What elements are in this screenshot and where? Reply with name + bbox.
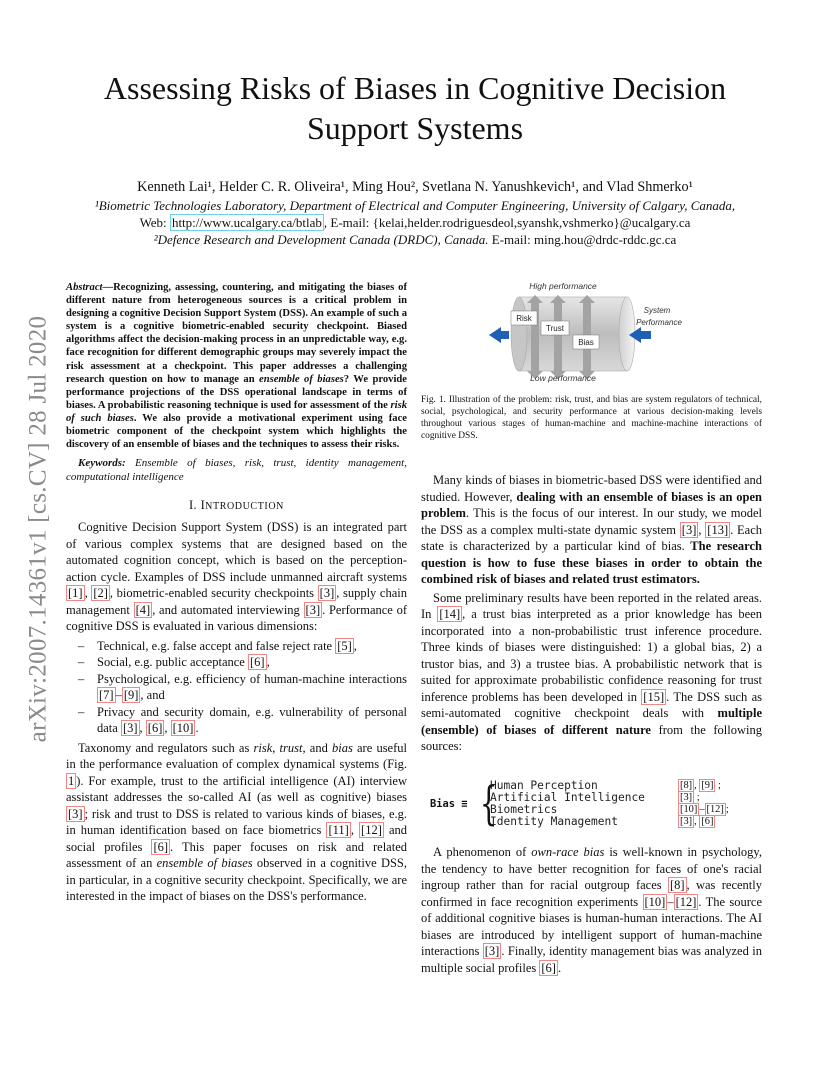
abstract-text: . We also provide a motivational experiment using face biometric component of the checkpoint system which highlights the discovery of an ensemble of biases and the techniques to assess their risks. xyxy=(66,412,407,451)
emphasis: trust xyxy=(279,740,303,755)
citation-link[interactable]: [5] xyxy=(337,638,352,653)
paper-title xyxy=(70,68,760,148)
list-item xyxy=(66,704,407,737)
abstract-text: ? We provide performance projections of the DSS operational landscape in terms of biases. A probabilistic reasoning technique is used for assessment of the xyxy=(66,373,407,411)
citation-link[interactable]: [10] xyxy=(644,894,666,909)
citation-link[interactable]: [9] xyxy=(701,780,714,791)
equation-label: Bias ≡ xyxy=(430,798,468,810)
citation-link[interactable]: [6] xyxy=(701,816,714,828)
bias-source: Biometrics xyxy=(490,803,558,817)
right-column xyxy=(421,472,762,755)
intro-paragraph-2 xyxy=(66,740,407,905)
affiliation-2-org: ²Defence Research and Development Canada (DRDC), Canada. xyxy=(153,232,489,247)
text: , xyxy=(350,823,360,838)
performance-dimensions-list xyxy=(66,638,407,737)
text: , xyxy=(266,655,270,670)
bias-label: Bias xyxy=(578,338,594,347)
text: and social profiles xyxy=(66,823,407,854)
text: ; xyxy=(725,804,729,816)
section-number: I. I xyxy=(188,498,206,513)
arxiv-id-text: arXiv:2007.14361v1 [cs.CV] 28 Jul 2020 xyxy=(24,315,51,743)
text: , and xyxy=(302,740,332,755)
list-item xyxy=(66,638,407,655)
abstract-label: Abstract xyxy=(66,282,103,293)
abstract-emphasis: ensemble of biases xyxy=(259,373,344,385)
citation-link[interactable]: [6] xyxy=(153,839,169,854)
intro-paragraph-1 xyxy=(66,519,407,635)
bias-sources-equation xyxy=(430,778,760,834)
citation-link[interactable]: [8] xyxy=(680,780,693,791)
keywords xyxy=(66,456,407,484)
keywords-text: Ensemble of biases, risk, trust, identity management, computational intelligence xyxy=(66,457,407,484)
text: Social, e.g. public acceptance xyxy=(97,655,248,670)
text: . xyxy=(195,721,199,736)
citation-link[interactable]: [3] xyxy=(484,944,500,958)
right-column-continued xyxy=(421,844,762,976)
right-paragraph-1 xyxy=(421,472,762,588)
text: . This paper focuses on risk and related assessment of an xyxy=(66,839,408,871)
citation-link[interactable]: [1] xyxy=(68,586,83,601)
citation-link[interactable]: [9] xyxy=(123,688,139,703)
bold-text: multiple (ensemble) of biases of different nature xyxy=(421,706,762,737)
text: – xyxy=(667,894,674,909)
citation-link[interactable]: [6] xyxy=(147,721,163,736)
abstract-emphasis: risk of such biases xyxy=(66,399,407,424)
text: , a trust bias interpreted as a prior knowledge has been incorporated into a non-probabilistic trust inference procedure. Three kinds of biases were distinguished: 1) a global bias, 2) a trustor bias, and 3) a trustee bias. A probabilistic network that is suited for approximate probabilistic confidence reasoning for trust inference problems has been developed in xyxy=(421,607,762,704)
text: is well-known in psychology, the tendency to have better recognition for faces of one's racial ingroup rather than for racial outgroup faces xyxy=(421,845,762,892)
citation-link[interactable]: [4] xyxy=(135,602,151,617)
left-column xyxy=(66,281,407,905)
title-line-2: Support Systems xyxy=(306,110,524,146)
citation-link[interactable]: [14] xyxy=(439,607,461,621)
text: – xyxy=(115,688,122,703)
system-label: System xyxy=(643,306,671,315)
affiliation-1 xyxy=(60,197,770,214)
bold-text: dealing with an ensemble of biases is an open problem xyxy=(421,489,763,520)
reference-row xyxy=(678,816,729,828)
right-paragraph-2 xyxy=(421,590,762,755)
citation-link[interactable]: [11] xyxy=(328,823,349,838)
text: ; xyxy=(715,780,721,791)
text: Technical, e.g. false accept and false reject rate xyxy=(97,638,336,653)
text: Cognitive Decision Support System (DSS) is an integrated part of various complex systems that are designed based on the automated cognition concept, which is based on the perception-action cycle. Examples of DSS include unmanned aircraft systems xyxy=(66,520,407,584)
list-item xyxy=(66,654,407,671)
figure-reference-link[interactable]: 1 xyxy=(68,773,75,788)
citation-link[interactable]: [12] xyxy=(675,894,697,909)
citation-link[interactable]: [6] xyxy=(249,655,265,670)
text: A phenomenon of xyxy=(433,845,532,859)
text: Some preliminary results have been reported in the related areas. In xyxy=(421,590,762,621)
citation-link[interactable]: [7] xyxy=(99,688,114,703)
text: , xyxy=(84,586,92,601)
text: . The DSS such as semi-automated cognitive checkpoint deals with xyxy=(421,689,762,720)
citation-link[interactable]: [6] xyxy=(541,960,556,975)
left-output-arrow xyxy=(489,327,509,343)
text: , xyxy=(694,780,700,791)
section-heading-introduction xyxy=(66,498,407,513)
title-line-1: Assessing Risks of Biases in Cognitive Decision xyxy=(103,70,727,106)
citation-link[interactable]: [10] xyxy=(172,721,194,736)
citation-link[interactable]: [2] xyxy=(93,586,108,601)
citation-link[interactable]: [12] xyxy=(361,823,382,838)
emphasis: ensemble of biases xyxy=(156,856,253,871)
citation-link[interactable]: [13] xyxy=(707,522,729,537)
web-label: Web: xyxy=(139,215,167,230)
text: Many kinds of biases in biometric-based DSS were identified and studied. However, xyxy=(421,473,762,504)
citation-link[interactable]: [3] xyxy=(680,816,693,828)
emphasis: bias xyxy=(332,740,353,755)
affiliation-1-text: ¹Biometric Technologies Laboratory, Department of Electrical and Computer Engineering, University of Calgary, Canada, xyxy=(94,198,736,213)
bold-text: The research question is how to fuse these biases in order to obtain the combined risk of biases and related trust estimators. xyxy=(421,539,763,586)
affiliation-1-contact xyxy=(60,214,770,231)
citation-link[interactable]: [15] xyxy=(643,689,665,704)
text: . Each state is characterized by a particular kind of bias. xyxy=(421,522,763,553)
text: from the following sources: xyxy=(421,722,762,753)
text: . The source of additional cognitive biases is human-human interactions. The AI biases are introduced by intelligent support of human-machine interactions xyxy=(421,894,762,958)
figure-1-caption: Fig. 1. Illustration of the problem: risk, trust, and bias are system regulators of technical, social, psychological, and security performance at various decision-making levels throughout various stages of human-machine and machine-machine interactions of cognitive DSS. xyxy=(421,395,762,441)
text: Psychological, e.g. efficiency of human-machine interactions xyxy=(97,671,407,686)
affiliation-2 xyxy=(60,231,770,248)
text: . Performance of cognitive DSS is evaluated in various dimensions: xyxy=(66,602,407,634)
figure-1-diagram xyxy=(483,277,693,389)
citation-link[interactable]: [3] xyxy=(681,522,697,537)
section-title: NTRODUCTION xyxy=(205,501,284,513)
right-paragraph-3 xyxy=(421,844,762,976)
text: , xyxy=(164,721,171,736)
arxiv-identifier xyxy=(18,294,58,764)
citation-link[interactable]: [10] xyxy=(680,804,698,816)
text: , xyxy=(272,740,280,755)
text: , and automated interviewing xyxy=(152,602,304,617)
bias-source: Identity Management xyxy=(490,815,618,829)
citation-link[interactable]: [3] xyxy=(68,806,83,821)
keywords-label: Keywords: xyxy=(78,457,126,470)
list-item xyxy=(66,671,407,704)
bias-source-references xyxy=(678,780,729,828)
citation-link[interactable]: [8] xyxy=(669,878,685,892)
bias-source-list xyxy=(490,780,645,828)
author-list: Kenneth Lai¹, Helder C. R. Oliveira¹, Ming Hou², Svetlana N. Yanushkevich¹, and Vlad Shmerko¹ xyxy=(137,179,693,195)
left-brace: { xyxy=(479,776,498,830)
abstract xyxy=(66,281,407,451)
bias-source: Human Perception xyxy=(490,779,598,792)
citation-link[interactable]: [3] xyxy=(305,602,321,617)
citation-link[interactable]: [3] xyxy=(680,792,693,804)
risk-label: Risk xyxy=(516,314,532,323)
text: , and xyxy=(140,688,165,703)
text: ). For example, trust to the artificial intelligence (AI) interview assistant addresses the so-called AI (as well as cognitive) biases xyxy=(66,773,407,805)
text: are useful in the performance evaluation of complex dynamical systems (Fig. xyxy=(66,740,407,772)
text: Taxonomy and regulators such as xyxy=(78,740,254,755)
trust-label: Trust xyxy=(546,324,564,333)
citation-link[interactable]: [12] xyxy=(706,804,724,816)
text: – xyxy=(699,804,705,816)
text: . xyxy=(557,960,562,975)
performance-cylinder xyxy=(511,297,635,371)
affiliation-2-email: E-mail: ming.hou@drdc-rddc.gc.ca xyxy=(488,232,677,247)
text: . Finally, identity management bias was analyzed in multiple social profiles xyxy=(421,944,762,975)
text: , xyxy=(694,816,700,828)
text: , supply chain management xyxy=(66,586,407,617)
lab-website-link[interactable]: http://www.ucalgary.ca/btlab xyxy=(171,215,322,230)
bias-source: Artificial Intelligence xyxy=(490,791,645,805)
citation-link[interactable]: [3] xyxy=(122,721,138,736)
text: Privacy and security domain, e.g. vulnerability of personal data xyxy=(97,704,407,736)
emphasis: own-race bias xyxy=(531,845,605,859)
text: ; risk and trust to DSS is related to various kinds of biases, e.g. in human identification based on face biometrics xyxy=(66,806,407,838)
citation-link[interactable]: [3] xyxy=(319,586,335,601)
abstract-text: —Recognizing, assessing, countering, and mitigating the biases of different nature from heterogeneous sources is a critical problem in designing a cognitive Decision Support System (DSS). An example of such a system is a cognitive biometric-enabled security checkpoint. Biased algorithms affect the decision-making process in an unpredictable way, e.g. face recognition for different demographic groups may severely impact the risk assessment at a checkpoint. This paper addresses a challenging research question on how to manage an xyxy=(66,282,407,385)
text: , biometric-enabled security checkpoints xyxy=(109,586,318,601)
text: observed in a cognitive DSS, in particular, in a cognitive security checkpoint. Specifically, we are interested in the impact of biases on the DSS's performance. xyxy=(66,856,407,904)
text: , xyxy=(139,721,146,736)
figure-label-high: High performance xyxy=(529,281,597,291)
text: ; xyxy=(694,792,700,804)
text: , xyxy=(698,522,706,537)
text: , was recently confirmed in face recognition experiments xyxy=(421,878,762,909)
text: . This is the focus of our interest. In our study, we model the DSS as a complex multi-state dynamic system xyxy=(421,506,762,537)
email-list-1: , E-mail: {kelai,helder.rodriguesdeol,syanshk,vshmerko}@ucalgary.ca xyxy=(323,215,691,230)
emphasis: risk xyxy=(253,740,273,755)
performance-label: Performance xyxy=(636,318,682,327)
text: , xyxy=(353,638,357,653)
figure-label-low: Low performance xyxy=(530,373,596,383)
